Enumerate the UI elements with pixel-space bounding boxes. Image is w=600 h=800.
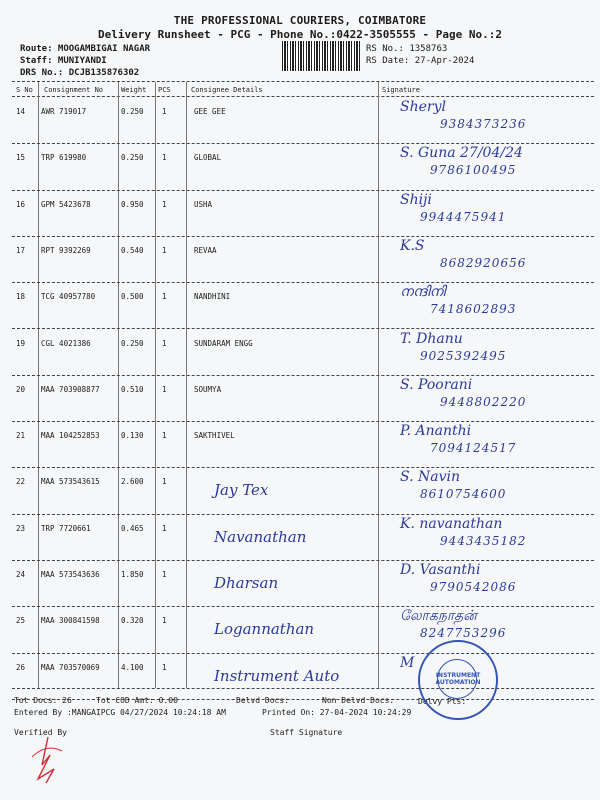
row-pcs: 1 bbox=[162, 662, 167, 672]
row-handwritten-consignee: Jay Tex bbox=[214, 481, 269, 500]
row-sno: 23 bbox=[16, 523, 26, 533]
stamp-text: INSTRUMENT AUTOMATION bbox=[435, 672, 481, 686]
row-weight: 0.250 bbox=[121, 153, 144, 163]
table-row bbox=[0, 514, 600, 560]
row-consignment: RPT 9392269 bbox=[41, 245, 91, 255]
row-sno: 20 bbox=[16, 384, 26, 394]
row-consignment: AWR 719017 bbox=[41, 107, 87, 116]
row-consignment: MAA 573543636 bbox=[41, 570, 100, 579]
row-sno: 14 bbox=[16, 107, 26, 116]
row-signature: K.S bbox=[400, 237, 425, 254]
row-weight: 0.950 bbox=[121, 199, 144, 209]
company-title: THE PROFESSIONAL COURIERS, COIMBATORE bbox=[173, 14, 427, 27]
row-signature: നന്ദിനി bbox=[400, 284, 446, 301]
row-weight: 0.540 bbox=[121, 245, 144, 255]
row-weight: 2.600 bbox=[121, 477, 144, 487]
row-consignee: GLOBAL bbox=[194, 153, 222, 163]
table-row bbox=[0, 97, 600, 143]
col-signature: Signature bbox=[382, 86, 420, 94]
red-verification-signature bbox=[28, 735, 68, 785]
row-consignee: SUNDARAM ENGG bbox=[194, 338, 253, 348]
row-sno: 17 bbox=[16, 245, 26, 255]
row-phone: 9384373236 bbox=[440, 117, 527, 131]
staff-signature-label: Staff Signature bbox=[270, 728, 343, 737]
rs-number: RS No.: 1358763 bbox=[366, 44, 448, 54]
row-signature: D. Vasanthi bbox=[400, 562, 481, 578]
row-weight: 0.250 bbox=[121, 107, 144, 116]
table-row bbox=[0, 375, 600, 421]
col-consignee: Consignee Details bbox=[191, 86, 263, 94]
row-phone: 7418602893 bbox=[430, 302, 517, 317]
row-pcs: 1 bbox=[162, 199, 167, 209]
row-pcs: 1 bbox=[162, 153, 167, 163]
barcode bbox=[282, 41, 360, 71]
row-sno: 25 bbox=[16, 616, 26, 626]
row-signature: லோகநாதன் bbox=[400, 608, 477, 625]
row-consignee: GEE GEE bbox=[194, 107, 226, 116]
row-sno: 16 bbox=[16, 199, 26, 209]
row-sno: 26 bbox=[16, 662, 26, 672]
row-phone: 9790542086 bbox=[430, 580, 517, 594]
row-consignment: MAA 703908877 bbox=[41, 384, 100, 394]
table-row bbox=[0, 236, 600, 282]
table-row bbox=[0, 653, 600, 699]
row-pcs: 1 bbox=[162, 107, 167, 116]
row-phone: 8682920656 bbox=[440, 255, 527, 270]
row-sno: 21 bbox=[16, 431, 26, 441]
row-phone: 8610754600 bbox=[420, 487, 507, 502]
row-signature: S. Navin bbox=[400, 469, 460, 486]
rs-date: RS Date: 27-Apr-2024 bbox=[366, 56, 475, 66]
row-phone: 9025392495 bbox=[420, 348, 507, 363]
row-consignee: REVAA bbox=[194, 245, 217, 255]
company-stamp bbox=[418, 640, 498, 720]
row-sno: 24 bbox=[16, 570, 26, 579]
row-consignment: MAA 104252853 bbox=[41, 431, 100, 441]
header-top-rule bbox=[12, 81, 594, 82]
table-row bbox=[0, 467, 600, 513]
row-phone: 9448802220 bbox=[440, 394, 527, 409]
row-consignee: USHA bbox=[194, 199, 213, 209]
row-consignment: MAA 573543615 bbox=[41, 477, 100, 487]
row-consignment: TRP 619980 bbox=[41, 153, 87, 163]
col-weight: Weight bbox=[121, 86, 147, 94]
row-pcs: 1 bbox=[162, 523, 167, 533]
col-pcs: PCS bbox=[158, 86, 171, 94]
col-consignment: Consignment No bbox=[44, 86, 104, 94]
table-row bbox=[0, 606, 600, 652]
row-consignment: TCG 40957780 bbox=[41, 292, 96, 302]
row-signature: Shiji bbox=[400, 191, 432, 208]
drs-label: DRS No.: DCJB135876302 bbox=[20, 68, 140, 78]
row-consignment: TRP 7720661 bbox=[41, 523, 91, 533]
row-phone: 9944475941 bbox=[420, 209, 507, 224]
row-consignee: SOUMYA bbox=[194, 384, 222, 394]
table-row bbox=[0, 560, 600, 606]
row-signature: T. Dhanu bbox=[400, 330, 463, 347]
row-consignee: SAKTHIVEL bbox=[194, 431, 235, 441]
row-weight: 0.250 bbox=[121, 338, 144, 348]
delvy-pts: Delvy Pts: bbox=[418, 697, 467, 706]
row-signature: P. Ananthi bbox=[400, 423, 472, 440]
row-handwritten-consignee: Logannathan bbox=[214, 620, 315, 639]
row-signature: S. Guna 27/04/24 bbox=[400, 145, 523, 162]
row-pcs: 1 bbox=[162, 245, 167, 255]
row-pcs: 1 bbox=[162, 616, 167, 626]
table-row bbox=[0, 421, 600, 467]
row-sno: 22 bbox=[16, 477, 26, 487]
row-handwritten-consignee: Instrument Auto bbox=[214, 666, 340, 685]
printed-on: Printed On: 27-04-2024 10:24:29 bbox=[262, 708, 412, 717]
row-sno: 19 bbox=[16, 338, 26, 348]
row-weight: 1.850 bbox=[121, 570, 144, 579]
row-consignment: CGL 4021386 bbox=[41, 338, 91, 348]
verified-by: Verified By bbox=[14, 728, 67, 737]
row-phone: 8247753296 bbox=[420, 626, 507, 641]
row-weight: 0.320 bbox=[121, 616, 144, 626]
row-phone: 9443435182 bbox=[440, 533, 527, 548]
runsheet-subtitle: Delivery Runsheet - PCG - Phone No.:0422-3505555 - Page No.:2 bbox=[98, 28, 502, 41]
footer-rule bbox=[12, 688, 594, 689]
non-delvd-docs: Non Delvd Docs: bbox=[322, 696, 395, 705]
table-row bbox=[0, 329, 600, 375]
row-pcs: 1 bbox=[162, 570, 167, 579]
row-weight: 0.465 bbox=[121, 523, 144, 533]
row-consignment: GPM 5423678 bbox=[41, 199, 91, 209]
entered-by: Entered By :MANGAIPCG 04/27/2024 10:24:18 AM bbox=[14, 708, 226, 717]
route-label: Route: MOOGAMBIGAI NAGAR bbox=[20, 44, 151, 54]
table-row bbox=[0, 282, 600, 328]
row-handwritten-consignee: Navanathan bbox=[214, 527, 307, 546]
row-sno: 18 bbox=[16, 292, 26, 302]
row-pcs: 1 bbox=[162, 292, 167, 302]
row-phone: 7094124517 bbox=[430, 441, 517, 456]
row-pcs: 1 bbox=[162, 431, 167, 441]
row-sno: 15 bbox=[16, 153, 26, 163]
row-signature: Sheryl bbox=[400, 99, 446, 115]
row-pcs: 1 bbox=[162, 338, 167, 348]
row-consignee: NANDHINI bbox=[194, 292, 231, 302]
delvd-docs: Delvd Docs: bbox=[236, 696, 289, 705]
row-consignment: MAA 300841598 bbox=[41, 616, 100, 626]
row-signature: K. navanathan bbox=[400, 515, 503, 532]
tot-cod: Tot COD Amt: 0.00 bbox=[96, 696, 178, 705]
table-row bbox=[0, 190, 600, 236]
row-consignment: MAA 703570069 bbox=[41, 662, 100, 672]
row-weight: 0.500 bbox=[121, 292, 144, 302]
tot-docs: Tot Docs: 26 bbox=[14, 696, 72, 705]
row-weight: 0.510 bbox=[121, 384, 144, 394]
row-signature: M bbox=[400, 654, 415, 671]
row-signature: S. Poorani bbox=[400, 376, 473, 393]
row-weight: 0.130 bbox=[121, 431, 144, 441]
table-row bbox=[0, 143, 600, 189]
staff-label: Staff: MUNIYANDI bbox=[20, 56, 107, 66]
row-handwritten-consignee: Dharsan bbox=[214, 574, 279, 592]
row-pcs: 1 bbox=[162, 384, 167, 394]
row-phone: 9786100495 bbox=[430, 163, 517, 178]
row-pcs: 1 bbox=[162, 477, 167, 487]
col-sno: S No bbox=[16, 86, 33, 94]
row-weight: 4.100 bbox=[121, 662, 144, 672]
